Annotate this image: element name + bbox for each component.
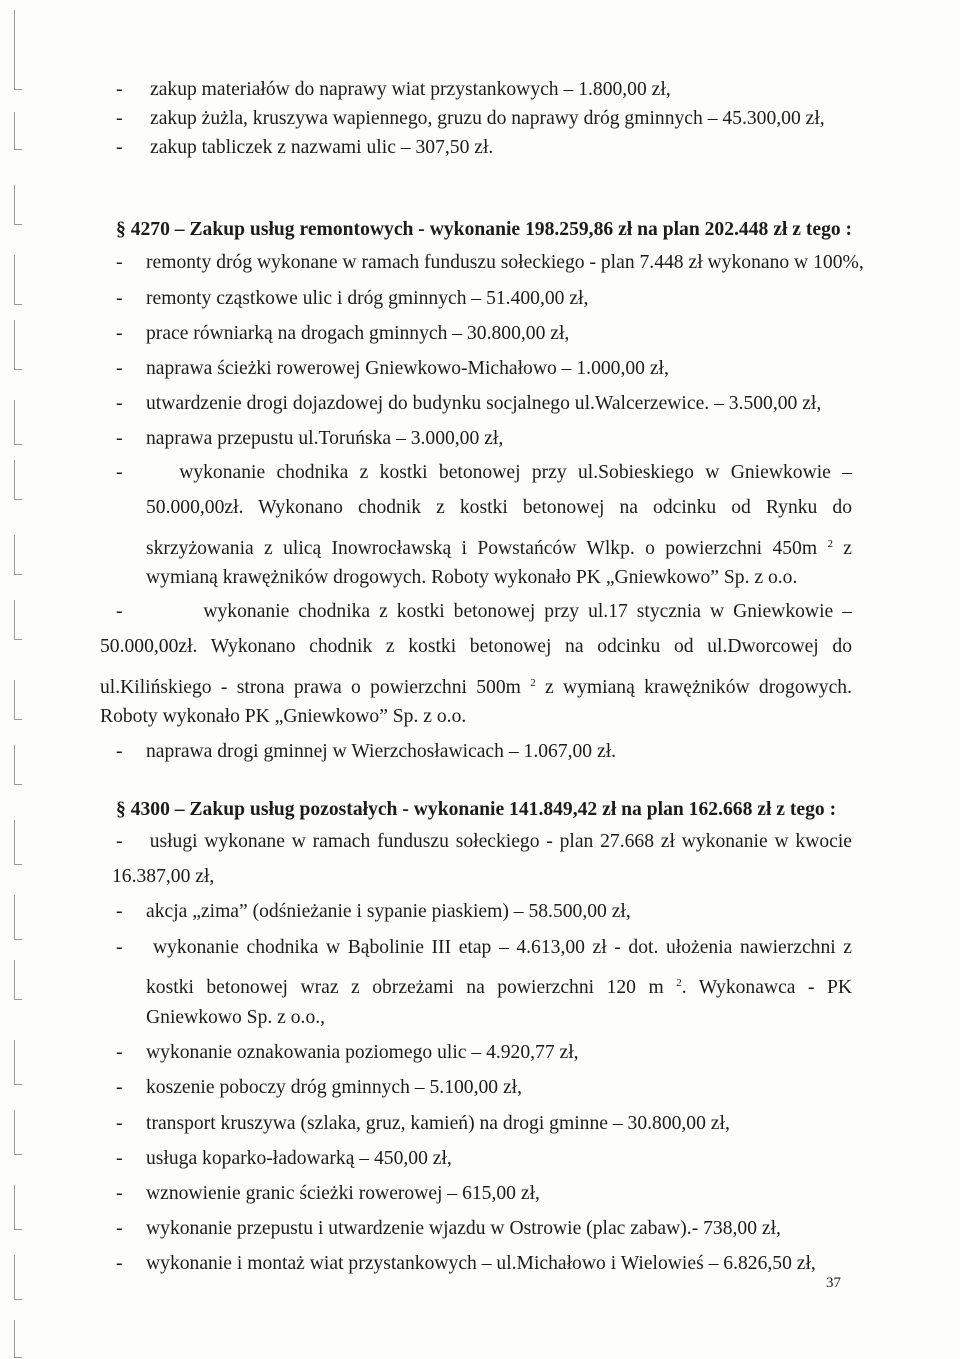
paragraph-line: Roboty wykonało PK „Gniewkowo” Sp. z o.o. [100,706,467,727]
section-heading-4270: § 4270 – Zakup usług remontowych - wykonanie 198.259,86 zł na plan 202.448 zł z tego : [116,219,853,240]
list-item: - zakup tabliczek z nazwami ulic – 307,50 zł. [116,137,494,158]
list-item: - zakup materiałów do naprawy wiat przystankowych – 1.800,00 zł, [116,79,671,100]
list-item: - prace równiarką na drogach gminnych – 30.800,00 zł, [116,323,570,344]
paragraph-line: ul.Kilińskiego - strona prawa o powierzchni 500m $^2$ z wymianą krawężników drogowych. [100,677,852,698]
list-item: - remonty cząstkowe ulic i dróg gminnych – 51.400,00 zł, [116,288,589,309]
paragraph-line: kostki betonowej wraz z obrzeżami na powierzchni 120 m $^2$. Wykonawca - PK [146,977,852,998]
list-item: - naprawa ścieżki rowerowej Gniewkowo-Michałowo – 1.000,00 zł, [116,358,669,379]
paragraph-line: Gniewkowo Sp. z o.o., [146,1007,326,1028]
paragraph-line: 16.387,00 zł, [112,866,215,887]
paragraph-line: wymianą krawężników drogowych. Roboty wykonało PK „Gniewkowo” Sp. z o.o. [146,567,798,588]
paragraph-line: skrzyżowania z ulicą Inowrocławską i Powstańców Wlkp. o powierzchni 450m $^2$ z [146,538,852,559]
paragraph-line: 50.000,00zł. Wykonano chodnik z kostki betonowej na odcinku od Rynku do [146,497,852,518]
list-item: - akcja „zima” (odśnieżanie i sypanie piaskiem) – 58.500,00 zł, [116,901,631,922]
list-item: - wykonanie chodnika w Bąbolinie III etap – 4.613,00 zł - dot. ułożenia nawierzchni z [116,937,853,958]
list-item: - wznowienie granic ścieżki rowerowej – 615,00 zł, [116,1183,540,1204]
list-item: - transport kruszywa (szlaka, gruz, kamień) na drogi gminne – 30.800,00 zł, [116,1113,730,1134]
list-item: - naprawa drogi gminnej w Wierzchosławicach – 1.067,00 zł. [116,741,617,762]
list-item: - wykonanie przepustu i utwardzenie wjazdu w Ostrowie (plac zabaw).- 738,00 zł, [116,1218,781,1239]
list-item: - wykonanie i montaż wiat przystankowych – ul.Michałowo i Wielowieś – 6.826,50 zł, [116,1253,816,1274]
section-heading-4300: § 4300 – Zakup usług pozostałych - wykonanie 141.849,42 zł na plan 162.668 zł z tego : [116,799,837,820]
paragraph-line: 50.000,00zł. Wykonano chodnik z kostki betonowej na odcinku od ul.Dworcowej do [100,636,852,657]
list-item: - wykonanie oznakowania poziomego ulic – 4.920,77 zł, [116,1042,579,1063]
list-item: - usługi wykonane w ramach funduszu sołeckiego - plan 27.668 zł wykonanie w kwocie [116,831,852,852]
list-item: - utwardzenie drogi dojazdowej do budynku socjalnego ul.Walcerzewice. – 3.500,00 zł, [116,393,822,414]
list-item: - usługa koparko-ładowarką – 450,00 zł, [116,1148,452,1169]
page-number: 37 [826,1275,841,1291]
list-item: - koszenie poboczy dróg gminnych – 5.100,00 zł, [116,1077,523,1098]
list-item: - zakup żużla, kruszywa wapiennego, gruzu do naprawy dróg gminnych – 45.300,00 zł, [116,108,825,129]
list-item: - wykonanie chodnika z kostki betonowej przy ul.17 stycznia w Gniewkowie – [116,601,852,622]
list-item: - naprawa przepustu ul.Toruńska – 3.000,00 zł, [116,428,504,449]
list-item: - wykonanie chodnika z kostki betonowej przy ul.Sobieskiego w Gniewkowie – [116,462,852,483]
scan-margin-marks [0,0,40,1359]
list-item: - remonty dróg wykonane w ramach funduszu sołeckiego - plan 7.448 zł wykonano w 100%, [116,252,864,273]
